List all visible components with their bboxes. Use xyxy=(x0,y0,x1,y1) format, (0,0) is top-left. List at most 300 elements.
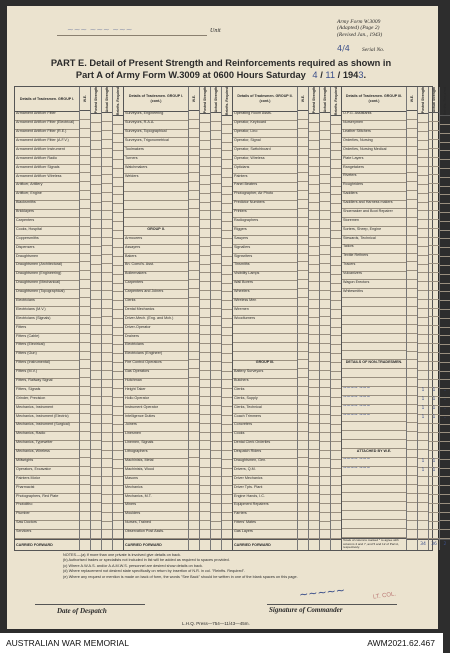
value-cell xyxy=(222,504,232,513)
value-cell xyxy=(309,150,319,159)
carried-forward-value xyxy=(309,539,319,550)
trade-row-label: ~~~~ ~~~ xyxy=(342,387,406,396)
trade-row-label: Fitters (Cable) xyxy=(15,334,79,343)
value-cell xyxy=(211,202,221,211)
value-cell xyxy=(418,521,428,530)
value-cell xyxy=(189,369,199,378)
value-cell xyxy=(320,486,330,495)
value-cell xyxy=(80,218,90,227)
value-cell xyxy=(320,211,330,220)
trade-row-label: Painters xyxy=(233,174,297,183)
value-cell xyxy=(80,325,90,334)
value-cell: 1 xyxy=(429,388,439,397)
value-cell xyxy=(320,317,330,326)
value-cell xyxy=(91,494,101,503)
value-cell xyxy=(113,380,123,389)
value-cell xyxy=(298,200,308,209)
value-header-cell xyxy=(309,87,319,114)
value-cell xyxy=(113,416,123,425)
value-cell: 1 xyxy=(418,415,428,424)
trade-row-label: Pharmacist xyxy=(15,485,79,494)
trade-row-label: Machinists, Metal xyxy=(124,459,188,468)
value-cell xyxy=(113,460,123,469)
value-cell xyxy=(80,129,90,138)
value-cell xyxy=(200,450,210,459)
trade-row-label: Fitters, Signals xyxy=(15,387,79,396)
value-column-header: Posted Strength xyxy=(311,87,316,114)
value-cell xyxy=(91,211,101,220)
value-cell xyxy=(200,211,210,220)
value-cell xyxy=(200,238,210,247)
value-cell xyxy=(91,318,101,327)
value-cell xyxy=(298,289,308,298)
value-cell xyxy=(440,169,450,178)
value-cell xyxy=(102,309,112,318)
value-cell xyxy=(309,158,319,167)
value-cell xyxy=(211,229,221,238)
serial-handwritten: 4/4 xyxy=(337,44,350,53)
trade-row-label: Clerks, Technical xyxy=(233,405,297,414)
value-cell xyxy=(407,173,417,182)
value-cell xyxy=(309,353,319,362)
value-cell xyxy=(222,433,232,442)
value-cell xyxy=(407,387,417,396)
value-cell xyxy=(80,209,90,218)
value-cell xyxy=(298,485,308,494)
value-cell xyxy=(91,114,101,123)
value-cell xyxy=(309,256,319,265)
value-cell xyxy=(113,178,123,187)
value-column xyxy=(407,87,418,550)
trade-row-label: Opticians xyxy=(233,165,297,174)
value-cell xyxy=(211,522,221,531)
value-cell xyxy=(309,238,319,247)
trade-row-label: Draughtsmen (Engineering) xyxy=(15,272,79,281)
value-cell xyxy=(80,271,90,280)
value-cell xyxy=(440,495,450,504)
value-cell xyxy=(440,160,450,169)
value-cell xyxy=(320,255,330,264)
value-cell xyxy=(102,415,112,424)
value-cell xyxy=(331,239,341,248)
value-cell xyxy=(418,450,428,459)
totals-note: Totals of columns marked * to agree with columns 4 and 7, and 5 and 12 of Part A, respectively. xyxy=(342,538,406,550)
value-cell xyxy=(429,362,439,371)
value-cell xyxy=(189,396,199,405)
value-cell xyxy=(222,442,232,451)
value-cell xyxy=(320,406,330,415)
value-cell xyxy=(189,236,199,245)
trade-row-label: Leather Stitchers xyxy=(342,130,406,139)
value-cell xyxy=(418,477,428,486)
value-cell xyxy=(331,363,341,372)
value-cell xyxy=(429,184,439,193)
trade-row-label: Butchers xyxy=(233,379,297,388)
trade-row-label: Tracers xyxy=(342,263,406,272)
value-header-cell xyxy=(418,87,428,114)
value-cell xyxy=(429,113,439,122)
trade-row-label xyxy=(233,343,297,352)
value-cell xyxy=(113,125,123,134)
trade-row-label: Assayers xyxy=(124,245,188,254)
value-cell xyxy=(309,318,319,327)
trade-row-label: Driver-Operator xyxy=(124,325,188,334)
value-cell xyxy=(320,193,330,202)
serial-label: Serial No. xyxy=(362,47,385,53)
value-cell xyxy=(309,415,319,424)
value-cell xyxy=(407,467,417,476)
value-cell xyxy=(440,195,450,204)
value-cell xyxy=(222,530,232,539)
value-cell xyxy=(91,406,101,415)
value-cell xyxy=(91,229,101,238)
value-cell xyxy=(211,291,221,300)
value-cell xyxy=(429,513,439,522)
trade-row-label: Radiographers xyxy=(233,218,297,227)
value-cell xyxy=(331,451,341,460)
value-cell xyxy=(211,424,221,433)
trade-row-label: ~~~~ ~~~ xyxy=(342,458,406,467)
value-cell xyxy=(91,150,101,159)
value-cell xyxy=(189,378,199,387)
value-cell xyxy=(429,442,439,451)
value-cell xyxy=(91,265,101,274)
value-cell xyxy=(211,504,221,513)
trade-group-4 xyxy=(342,87,450,550)
value-cell xyxy=(102,211,112,220)
trade-row-label: Whitesmiths xyxy=(342,289,406,298)
value-cell xyxy=(429,175,439,184)
value-cell xyxy=(113,495,123,504)
value-cell xyxy=(418,291,428,300)
value-cell xyxy=(331,345,341,354)
value-cell xyxy=(200,132,210,141)
value-column xyxy=(102,87,113,550)
value-cell xyxy=(320,273,330,282)
value-cell xyxy=(309,459,319,468)
value-cell xyxy=(407,138,417,147)
value-cell xyxy=(91,450,101,459)
value-cell xyxy=(211,530,221,539)
trade-label-column xyxy=(15,87,80,550)
value-cell xyxy=(418,141,428,150)
value-cell xyxy=(80,387,90,396)
value-cell xyxy=(331,425,341,434)
value-cell xyxy=(418,300,428,309)
value-cell xyxy=(407,343,417,352)
trade-row-label: Draughtsmen (Topographical) xyxy=(15,290,79,299)
value-cell xyxy=(331,372,341,381)
value-cell xyxy=(80,316,90,325)
value-cell xyxy=(80,254,90,263)
value-cell xyxy=(102,522,112,531)
value-cell xyxy=(407,352,417,361)
value-cell xyxy=(211,149,221,158)
value-cell xyxy=(298,307,308,316)
value-cell xyxy=(440,469,450,478)
value-cell xyxy=(320,220,330,229)
value-cell xyxy=(211,220,221,229)
value-cell xyxy=(200,494,210,503)
value-cell xyxy=(211,486,221,495)
value-cell xyxy=(407,289,417,298)
value-cell xyxy=(298,280,308,289)
carried-forward-label: CARRIED FORWARD xyxy=(124,539,188,550)
trade-row-label: Fitters, Railway Signal xyxy=(15,379,79,388)
date-day: 4 xyxy=(312,70,318,80)
value-cell xyxy=(102,495,112,504)
value-cell xyxy=(320,326,330,335)
value-cell xyxy=(418,203,428,212)
value-cell xyxy=(200,406,210,415)
trade-row-label xyxy=(233,334,297,343)
value-cell xyxy=(200,415,210,424)
trade-group-3 xyxy=(233,87,342,550)
value-cell xyxy=(222,195,232,204)
trade-row-label: Lithographers xyxy=(124,450,188,459)
value-cell xyxy=(331,504,341,513)
carried-forward-value xyxy=(211,539,221,550)
value-cell xyxy=(189,441,199,450)
value-cell xyxy=(102,504,112,513)
value-cell xyxy=(320,309,330,318)
value-cell xyxy=(222,372,232,381)
value-cell xyxy=(80,182,90,191)
value-cell xyxy=(309,344,319,353)
trade-row-label xyxy=(342,476,406,485)
trade-row-label: Artificer, Engine xyxy=(15,192,79,201)
value-cell xyxy=(309,300,319,309)
value-cell xyxy=(331,169,341,178)
value-cell xyxy=(298,111,308,120)
trade-row-label: Armament Artificer Signals xyxy=(15,165,79,174)
trade-row-label: Coach Trimmers xyxy=(233,414,297,423)
trade-row-label: Miners xyxy=(124,503,188,512)
value-cell: 1 xyxy=(418,468,428,477)
value-cell xyxy=(418,433,428,442)
value-cell xyxy=(298,423,308,432)
value-cell xyxy=(298,254,308,263)
value-cell xyxy=(309,167,319,176)
value-cell xyxy=(189,494,199,503)
value-cell xyxy=(102,113,112,122)
value-cell xyxy=(222,160,232,169)
value-cell xyxy=(298,450,308,459)
trade-row-label: Wall Borers xyxy=(233,281,297,290)
value-cell xyxy=(91,203,101,212)
value-cell xyxy=(440,266,450,275)
value-cell xyxy=(407,494,417,503)
trade-row-label: Signallers xyxy=(233,245,297,254)
value-cell xyxy=(189,467,199,476)
value-cell xyxy=(429,193,439,202)
trade-row-label: Clerks xyxy=(233,387,297,396)
value-cell xyxy=(407,280,417,289)
value-cell xyxy=(418,371,428,380)
value-cell xyxy=(320,388,330,397)
value-cell xyxy=(298,360,308,369)
value-cell xyxy=(331,151,341,160)
value-column-header: W.E. xyxy=(191,94,196,103)
value-cell xyxy=(102,371,112,380)
trade-row-label: Machinists, Wood xyxy=(124,467,188,476)
value-cell xyxy=(200,229,210,238)
trade-row-label: Draughtsmen (Mechanical) xyxy=(15,281,79,290)
group-heading: Details of Tradesmen. GROUP I. xyxy=(15,87,79,112)
value-cell xyxy=(298,209,308,218)
value-cell xyxy=(309,362,319,371)
trade-group-1 xyxy=(15,87,124,550)
value-cell xyxy=(189,254,199,263)
trade-row-label: Dental Mechanics xyxy=(124,307,188,316)
value-header-cell xyxy=(407,87,417,111)
value-cell xyxy=(429,486,439,495)
value-header-cell xyxy=(113,87,123,116)
value-cell xyxy=(200,353,210,362)
carried-forward-value: 2 xyxy=(440,539,450,550)
value-header-cell xyxy=(189,87,199,111)
value-cell xyxy=(407,182,417,191)
trade-row-label: Riveters xyxy=(342,174,406,183)
army-form-reference xyxy=(337,19,427,38)
trade-row-label: Armament Artificer Fitter xyxy=(15,112,79,121)
value-cell xyxy=(407,325,417,334)
trade-row-label: Operating Room Assts. xyxy=(233,112,297,121)
value-cell xyxy=(211,175,221,184)
value-cell xyxy=(91,415,101,424)
strength-table xyxy=(14,86,447,551)
value-header-cell xyxy=(331,87,341,116)
value-cell xyxy=(189,120,199,129)
value-cell xyxy=(222,151,232,160)
value-cell xyxy=(189,156,199,165)
trade-row-label: Predictor Numbers xyxy=(233,201,297,210)
trade-row-label xyxy=(342,502,406,511)
value-cell xyxy=(200,167,210,176)
value-cell xyxy=(113,222,123,231)
value-cell xyxy=(440,134,450,143)
value-cell xyxy=(222,231,232,240)
value-cell xyxy=(222,116,232,125)
value-cell xyxy=(211,158,221,167)
value-column xyxy=(440,87,450,550)
value-cell xyxy=(189,325,199,334)
value-cell xyxy=(102,353,112,362)
trade-row-label: Armament Artificer Fitter (A.F.V.) xyxy=(15,138,79,147)
value-cell xyxy=(429,335,439,344)
value-cell xyxy=(222,213,232,222)
value-cell xyxy=(200,194,210,203)
value-cell xyxy=(80,298,90,307)
value-cell: 1 xyxy=(429,397,439,406)
value-cell xyxy=(189,218,199,227)
value-cell: 1 xyxy=(418,459,428,468)
value-cell xyxy=(91,326,101,335)
value-cell xyxy=(222,495,232,504)
value-cell xyxy=(189,316,199,325)
value-cell xyxy=(331,416,341,425)
value-cell xyxy=(91,194,101,203)
value-cell xyxy=(440,530,450,539)
value-cell xyxy=(429,229,439,238)
value-cell xyxy=(320,131,330,140)
trade-row-label: Dental Clerk Orderlies xyxy=(233,441,297,450)
value-cell xyxy=(91,291,101,300)
value-cell xyxy=(222,266,232,275)
value-cell xyxy=(113,151,123,160)
value-cell xyxy=(407,476,417,485)
value-column xyxy=(189,87,200,550)
value-column xyxy=(80,87,91,550)
value-cell xyxy=(298,396,308,405)
trade-row-label: Servicers xyxy=(15,530,79,539)
value-column xyxy=(222,87,232,550)
value-cell xyxy=(440,151,450,160)
value-cell xyxy=(91,433,101,442)
value-cell xyxy=(222,125,232,134)
trade-row-label xyxy=(342,298,406,307)
trade-row-label: Drivers, Q.M. xyxy=(233,467,297,476)
trade-row-label: Drainers xyxy=(124,334,188,343)
note-line: (e) Where any request or mention is made on back of form, the words "See Back" should be written in one of the blank spaces on this page. xyxy=(63,574,298,579)
value-cell xyxy=(200,503,210,512)
value-cell xyxy=(102,246,112,255)
value-cell xyxy=(407,271,417,280)
value-cell xyxy=(222,345,232,354)
trade-row-label: Battery Surveyors xyxy=(233,370,297,379)
value-cell xyxy=(440,363,450,372)
trade-row-label: Surveyors, Trigonometrical xyxy=(124,138,188,147)
army-form-line: (Adapted) (Page 2) xyxy=(337,25,380,32)
value-cell xyxy=(309,211,319,220)
value-cell xyxy=(189,360,199,369)
value-cell xyxy=(440,310,450,319)
trade-row-label: Carpenters xyxy=(15,218,79,227)
value-cell xyxy=(211,140,221,149)
value-cell xyxy=(102,397,112,406)
trade-row-label: Operator, Switchboard xyxy=(233,147,297,156)
value-cell xyxy=(320,362,330,371)
value-cell xyxy=(440,521,450,530)
value-cell xyxy=(418,220,428,229)
value-cell xyxy=(309,273,319,282)
value-cell xyxy=(222,204,232,213)
trade-row-label: Surveyors, Topographical xyxy=(124,130,188,139)
value-cell xyxy=(440,504,450,513)
value-cell xyxy=(298,458,308,467)
value-cell xyxy=(102,362,112,371)
value-cell xyxy=(309,176,319,185)
value-cell xyxy=(189,289,199,298)
value-cell xyxy=(440,213,450,222)
value-cell xyxy=(102,122,112,131)
value-cell xyxy=(440,239,450,248)
trade-row-label: Operator, Signal xyxy=(233,138,297,147)
value-cell xyxy=(80,432,90,441)
value-cell xyxy=(440,345,450,354)
trade-row-label: Tinsmiths xyxy=(233,263,297,272)
value-header-cell xyxy=(91,87,101,114)
value-cell xyxy=(309,424,319,433)
value-cell xyxy=(211,246,221,255)
value-cell xyxy=(407,441,417,450)
value-column-header: Reinfts. Required xyxy=(224,87,229,116)
value-cell xyxy=(320,433,330,442)
value-cell xyxy=(429,530,439,539)
value-cell xyxy=(200,318,210,327)
value-cell xyxy=(298,316,308,325)
value-cell xyxy=(80,173,90,182)
